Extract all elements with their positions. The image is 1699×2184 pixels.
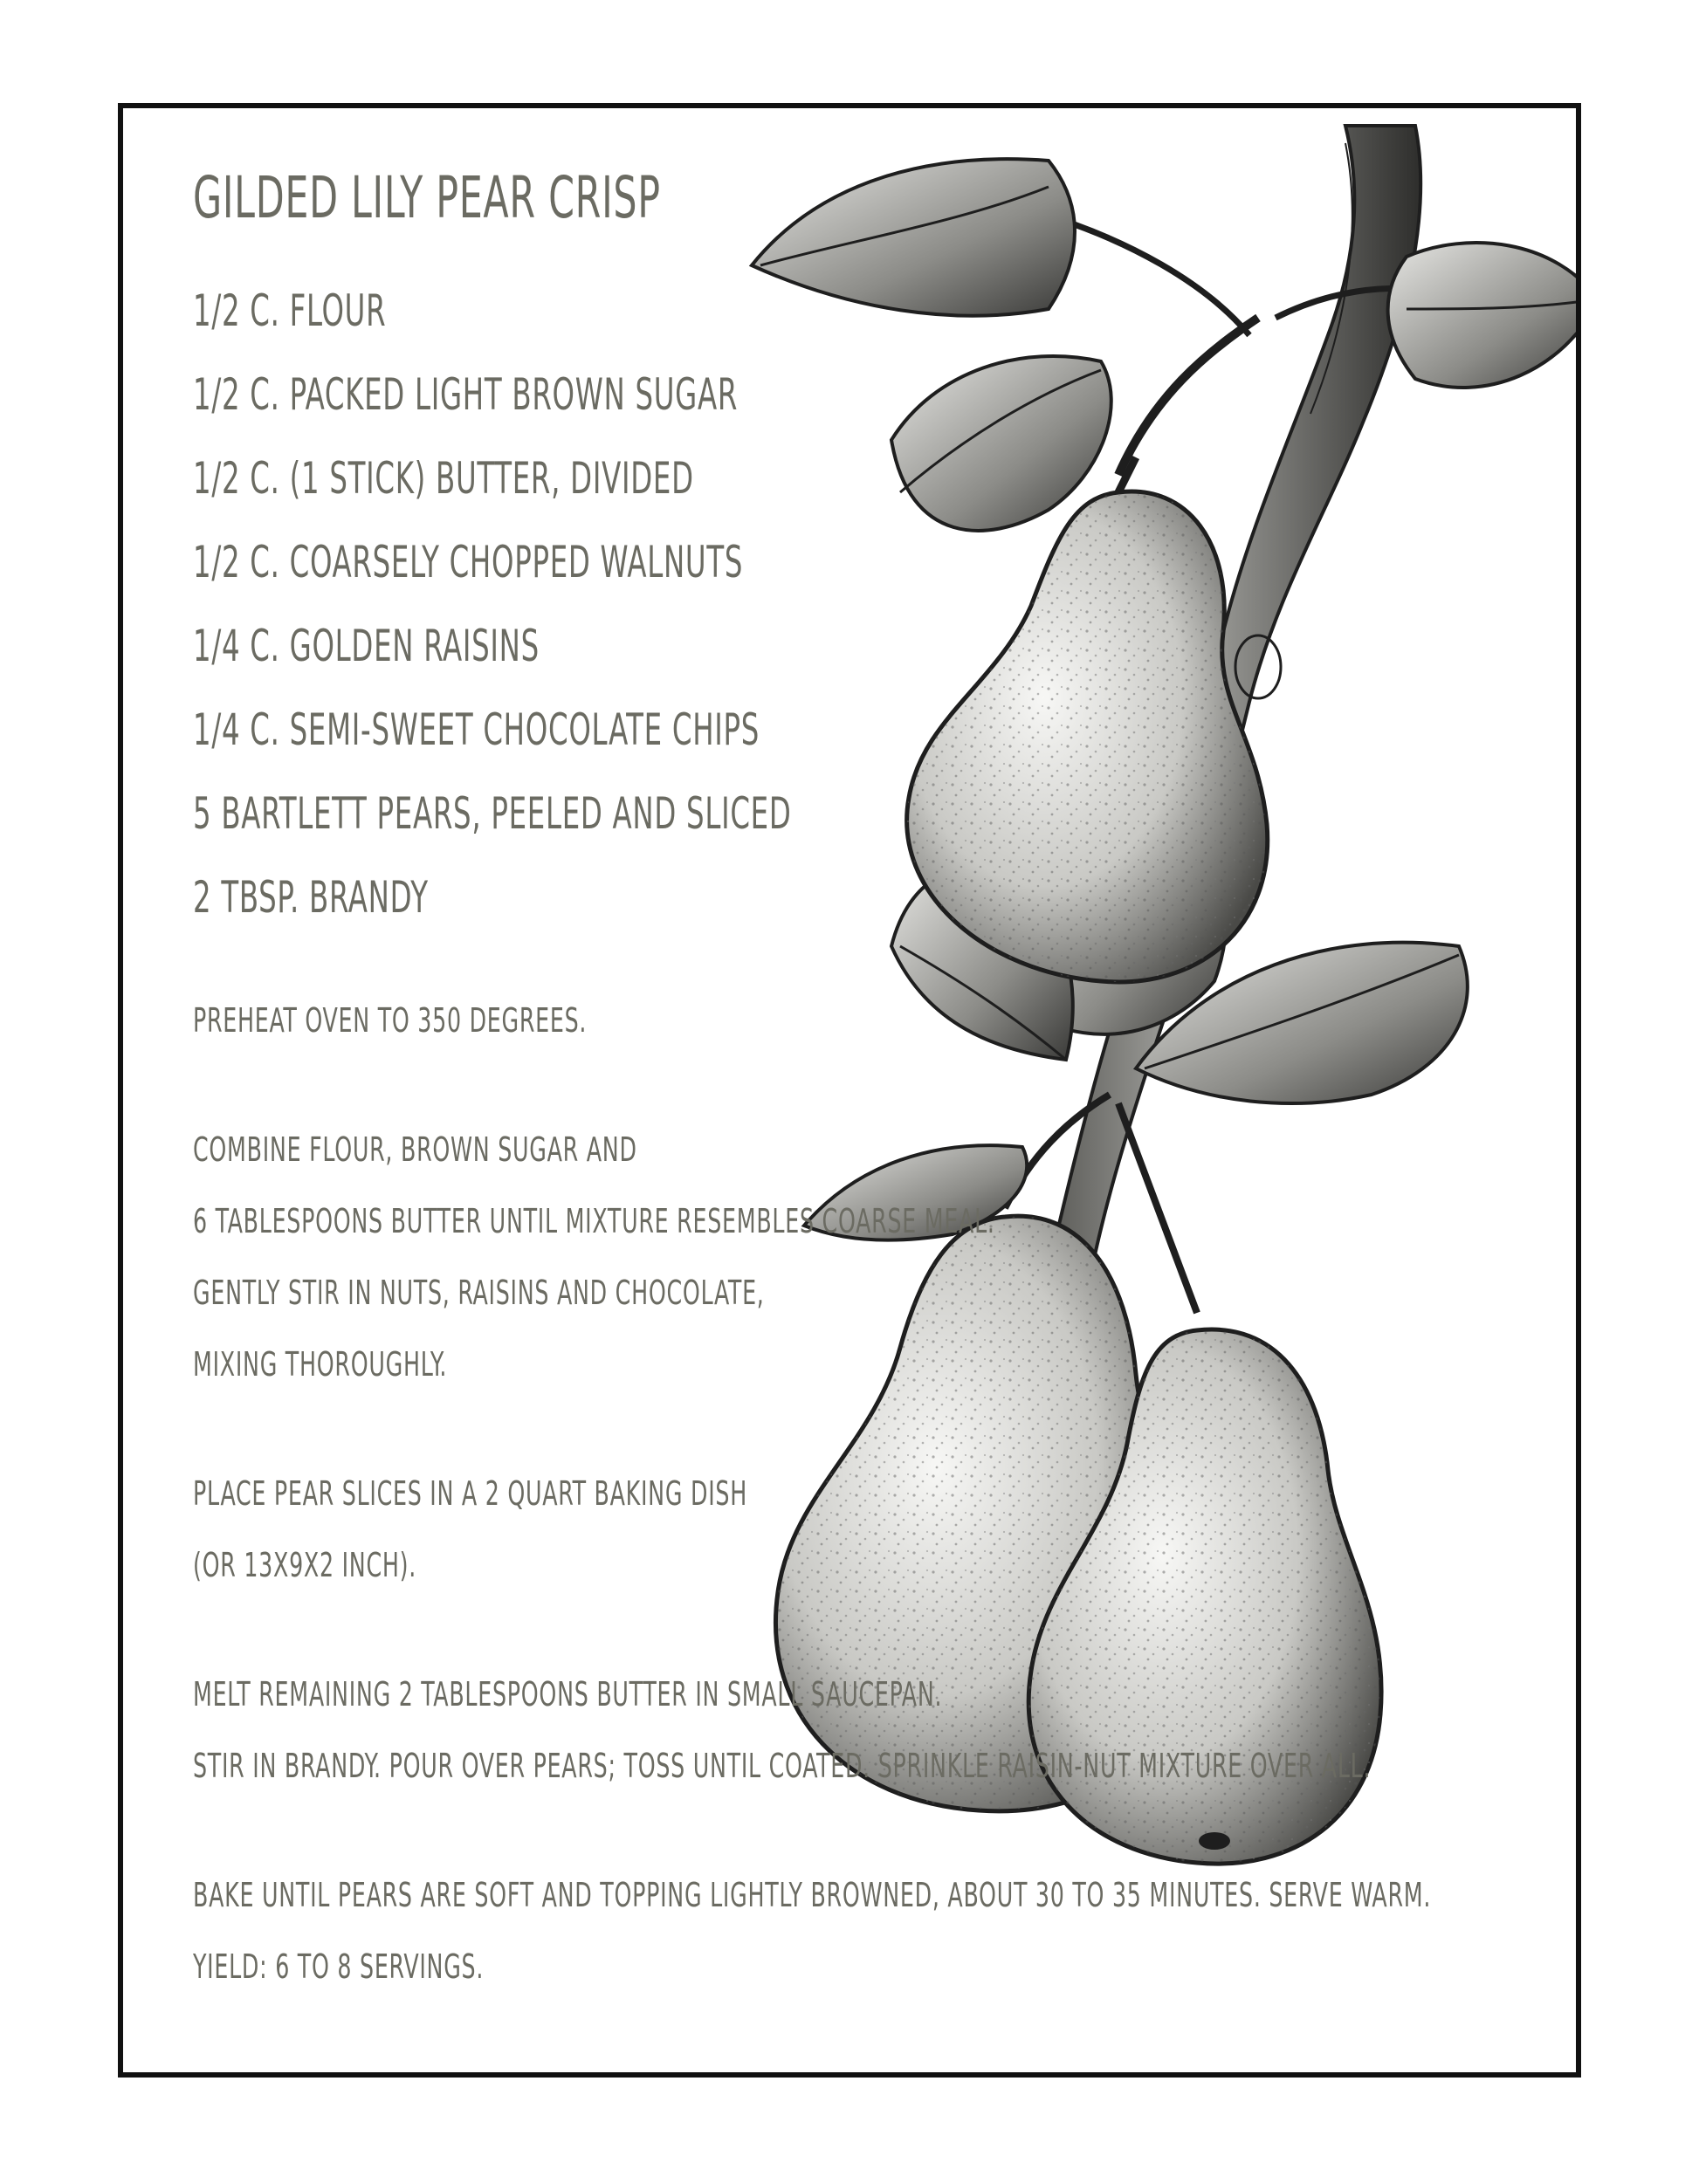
ingredient-item: 2 TBSP. BRANDY bbox=[193, 872, 429, 923]
instruction-step bbox=[193, 1114, 1555, 1400]
instruction-step bbox=[193, 985, 1555, 1056]
ingredient-item: 1/4 C. SEMI-SWEET CHOCOLATE CHIPS bbox=[193, 704, 760, 755]
ingredient-list bbox=[193, 269, 1555, 939]
ingredient-item: 1/2 C. COARSELY CHOPPED WALNUTS bbox=[193, 537, 744, 587]
instruction-line: GENTLY STIR IN NUTS, RAISINS AND CHOCOLATE, bbox=[193, 1274, 765, 1312]
instruction-steps bbox=[193, 985, 1555, 2002]
instruction-step bbox=[193, 1458, 1555, 1601]
instruction-line: BAKE UNTIL PEARS ARE SOFT AND TOPPING LIGHTLY BROWNED, ABOUT 30 TO 35 MINUTES. SERVE WARM. bbox=[193, 1876, 1432, 1914]
instruction-line: (OR 13X9X2 INCH). bbox=[193, 1546, 417, 1584]
ingredient-item: 1/2 C. FLOUR bbox=[193, 285, 387, 336]
recipe-card bbox=[118, 103, 1581, 2078]
ingredient-item: 5 BARTLETT PEARS, PEELED AND SLICED bbox=[193, 788, 792, 839]
instruction-line: STIR IN BRANDY. POUR OVER PEARS; TOSS UNTIL COATED. SPRINKLE RAISIN-NUT MIXTURE OVER ALL. bbox=[193, 1747, 1372, 1785]
recipe-title: GILDED LILY PEAR CRISP bbox=[193, 164, 661, 231]
instruction-line: PREHEAT OVEN TO 350 DEGREES. bbox=[193, 1001, 588, 1040]
instruction-line: 6 TABLESPOONS BUTTER UNTIL MIXTURE RESEMBLES COARSE MEAL. bbox=[193, 1202, 995, 1240]
instruction-step bbox=[193, 1859, 1555, 2002]
instruction-line: COMBINE FLOUR, BROWN SUGAR AND bbox=[193, 1130, 637, 1169]
instruction-line: MELT REMAINING 2 TABLESPOONS BUTTER IN SMALL SAUCEPAN. bbox=[193, 1675, 943, 1714]
ingredient-item: 1/2 C. (1 STICK) BUTTER, DIVIDED bbox=[193, 453, 694, 504]
ingredient-item: 1/4 C. GOLDEN RAISINS bbox=[193, 621, 540, 671]
recipe-text bbox=[193, 159, 1555, 2060]
instruction-line: PLACE PEAR SLICES IN A 2 QUART BAKING DISH bbox=[193, 1474, 747, 1513]
ingredient-item: 1/2 C. PACKED LIGHT BROWN SUGAR bbox=[193, 369, 739, 420]
instruction-step bbox=[193, 1659, 1555, 1802]
instruction-line: YIELD: 6 TO 8 SERVINGS. bbox=[193, 1947, 485, 1986]
instruction-line: MIXING THOROUGHLY. bbox=[193, 1345, 448, 1384]
